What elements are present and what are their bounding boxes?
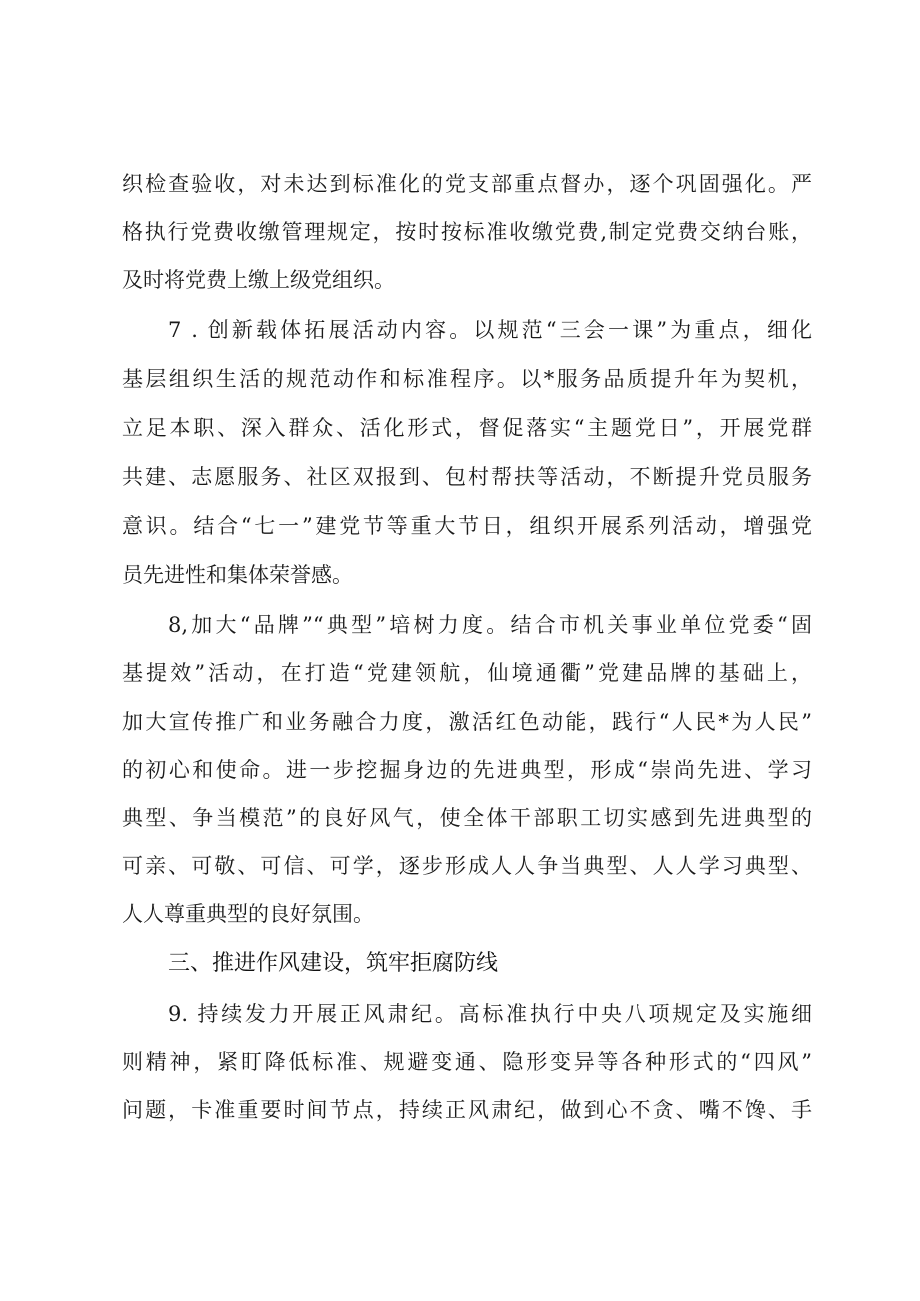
paragraph-9-first-line: 9. 持续发力开展正风肃纪。高标准执行中央八项规定及实施细: [168, 1002, 812, 1026]
body-line: 则精神，紧盯降低标准、规避变通、隐形变异等各种形式的“四风”: [122, 1050, 812, 1074]
body-line: 意识。结合“七一”建党节等重大节日，组织开展系列活动，增强党: [122, 514, 812, 538]
body-line: 织检查验收，对未达到标准化的党支部重点督办，逐个巩固强化。严: [122, 172, 812, 196]
section-heading: 三、推进作风建设，筑牢拒腐防线: [168, 951, 499, 976]
body-line: 共建、志愿服务、社区双报到、包村帮扶等活动，不断提升党员服务: [122, 465, 812, 489]
body-line: 格执行党费收缴管理规定，按时按标准收缴党费,制定党费交纳台账，: [122, 220, 812, 244]
body-line: 人人尊重典型的良好氛围。: [122, 902, 374, 926]
body-line: 可亲、可敬、可信、可学，逐步形成人人争当典型、人人学习典型、: [122, 854, 812, 878]
body-line: 基提效”活动，在打造“党建领航，仙境通衢”党建品牌的基础上，: [122, 661, 812, 685]
body-line: 基层组织生活的规范动作和标准程序。以*服务品质提升年为契机，: [122, 367, 812, 391]
body-line: 的初心和使命。进一步挖掘身边的先进典型，形成“崇尚先进、学习: [122, 758, 812, 782]
body-line: 立足本职、深入群众、活化形式，督促落实“主题党日”，开展党群: [122, 416, 812, 440]
paragraph-7-first-line: 7 . 创新载体拓展活动内容。以规范“三会一课”为重点，细化: [168, 318, 812, 342]
body-line: 典型、争当模范”的良好风气，使全体干部职工切实感到先进典型的: [122, 806, 812, 830]
body-line: 问题，卡准重要时间节点，持续正风肃纪，做到心不贪、嘴不馋、手: [122, 1098, 812, 1122]
body-line: 员先进性和集体荣誉感。: [122, 563, 353, 587]
body-line: 及时将党费上缴上级党组织。: [122, 268, 395, 292]
body-line: 加大宣传推广和业务融合力度，激活红色动能，践行“人民*为人民”: [122, 710, 812, 734]
paragraph-8-first-line: 8,加大“品牌”“典型”培树力度。结合市机关事业单位党委“固: [168, 613, 812, 637]
